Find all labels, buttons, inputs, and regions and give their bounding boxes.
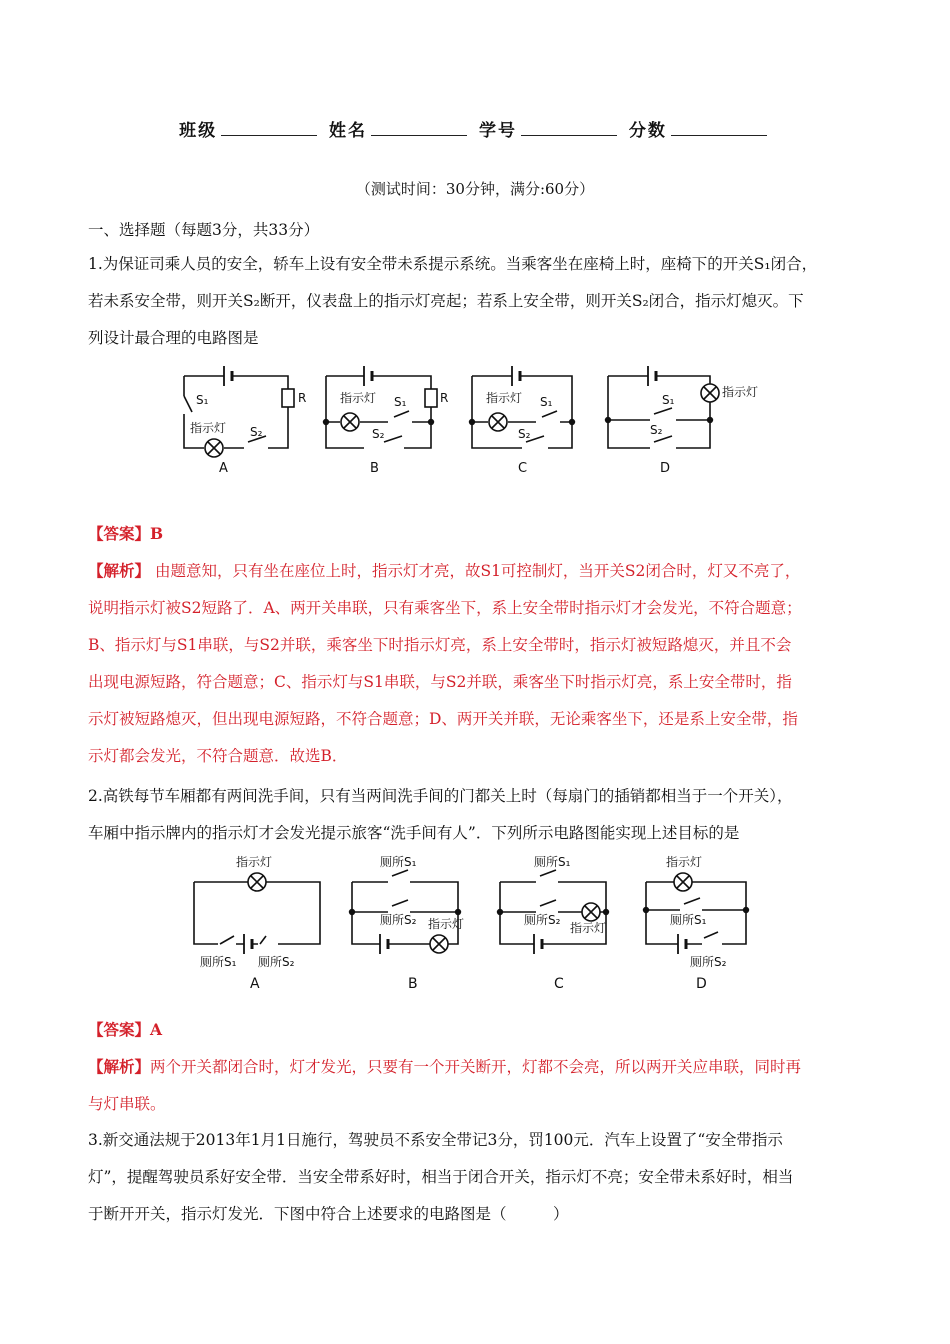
q3-line3: 于断开开关，指示灯发光．下图中符合上述要求的电路图是（ ） — [88, 1205, 569, 1223]
q1-analysis-line: 示灯都会发光，不符合题意．故选B． — [88, 747, 348, 765]
q1-a-r: R — [298, 391, 307, 405]
q2-b-ws2: 厕所S₂ — [380, 913, 417, 927]
q1-line2: 若未系安全带，则开关S₂断开，仪表盘上的指示灯亮起；若系上安全带，则开关S₂闭合，指示灯熄灭。下 — [88, 292, 804, 310]
q1-a-lamp: 指示灯 — [190, 421, 227, 435]
q1-analysis-line: 由题意知，只有坐在座位上时，指示灯才亮，故S1可控制灯，当开关S2闭合时，灯又不亮了， — [150, 562, 801, 580]
q2-a-lamp: 指示灯 — [236, 855, 273, 869]
q1-option-d: D — [660, 461, 671, 476]
score-blank[interactable] — [671, 121, 767, 136]
q1-answer-tag: 【答案】 — [88, 524, 151, 543]
q1-answer — [88, 515, 868, 552]
q1-b-s1: S₁ — [394, 395, 407, 409]
q2-analysis-tag: 【解析】 — [88, 1057, 151, 1076]
q2-c-ws1: 厕所S₁ — [534, 855, 571, 869]
q1-analysis-line: 说明指示灯被S2短路了．A、两开关串联，只有乘客坐下，系上安全带时指示灯才会发光，不符合题意； — [88, 599, 802, 617]
q1-c-s2: S₂ — [518, 427, 531, 441]
q1-option-b: B — [370, 461, 379, 476]
q1-b-lamp: 指示灯 — [340, 391, 377, 405]
q3-line2: 灯”，提醒驾驶员系好安全带．当安全带系好时，相当于闭合开关，指示灯不亮；安全带未系好时，相当 — [88, 1168, 794, 1186]
section-title: 一、选择题（每题3分，共33分） — [88, 221, 320, 239]
score-label: 分数 — [628, 121, 667, 141]
student-info-header — [0, 116, 950, 141]
test-note: （测试时间：30分钟，满分:60分） — [355, 180, 595, 198]
q2-d-lamp: 指示灯 — [666, 855, 703, 869]
q1-d-lamp: 指示灯 — [722, 385, 759, 399]
q2-option-b: B — [408, 976, 418, 992]
q1-analysis-tag: 【解析】 — [88, 561, 151, 580]
id-blank[interactable] — [521, 121, 617, 136]
q2-answer-value: A — [150, 1020, 163, 1039]
q2-option-d: D — [696, 976, 707, 992]
question-3 — [88, 1122, 868, 1233]
q1-b-s2: S₂ — [372, 427, 385, 441]
q2-a-ws1: 厕所S₁ — [200, 955, 237, 969]
class-label: 班级 — [179, 121, 218, 141]
q1-line3: 列设计最合理的电路图是 — [88, 329, 259, 347]
q2-line2: 车厢中指示牌内的指示灯才会发光提示旅客“洗手间有人”．下列所示电路图能实现上述目标的是 — [88, 824, 740, 842]
id-label: 学号 — [478, 121, 517, 141]
q1-circuit-a — [184, 366, 294, 457]
q2-circuit-a — [194, 873, 320, 954]
q1-d-s2: S₂ — [650, 423, 663, 437]
q2-d-ws2: 厕所S₂ — [690, 955, 727, 969]
q1-a-s2: S₂ — [250, 425, 263, 439]
q3-line1: 3.新交通法规于2013年1月1日施行，驾驶员不系安全带记3分，罚100元．汽车上设置了“安全带指示 — [88, 1131, 783, 1149]
q2-c-ws2: 厕所S₂ — [524, 913, 561, 927]
name-blank[interactable] — [371, 121, 467, 136]
q2-d-ws1: 厕所S₁ — [670, 913, 707, 927]
q2-circuit-figure — [186, 848, 776, 996]
class-blank[interactable] — [221, 121, 317, 136]
q2-line1: 2.高铁每节车厢都有两间洗手间，只有当两间洗手间的门都关上时（每扇门的插销都相当于一个开关）， — [88, 787, 793, 805]
q1-c-s1: S₁ — [540, 395, 553, 409]
q1-a-s1: S₁ — [196, 393, 209, 407]
name-label: 姓名 — [329, 121, 368, 141]
q2-c-lamp: 指示灯 — [570, 921, 607, 935]
q2-analysis-line: 两个开关都闭合时，灯才发光，只要有一个开关断开，灯都不会亮，所以两开关应串联，同时再 — [150, 1058, 802, 1076]
q2-b-ws1: 厕所S₁ — [380, 855, 417, 869]
q1-c-lamp: 指示灯 — [486, 391, 523, 405]
q1-circuit-figure — [176, 362, 776, 480]
q1-analysis-line: B、指示灯与S1串联，与S2并联，乘客坐下时指示灯亮，系上安全带时，指示灯被短路熄灭，并且不会 — [88, 636, 792, 654]
q2-analysis — [88, 1048, 868, 1123]
q1-d-s1: S₁ — [662, 393, 675, 407]
q1-b-r: R — [440, 391, 449, 405]
q2-option-c: C — [554, 976, 564, 992]
q2-b-lamp: 指示灯 — [428, 917, 465, 931]
q1-option-a: A — [219, 461, 228, 476]
q2-circuit-c — [498, 870, 609, 954]
q2-analysis-line: 与灯串联。 — [88, 1095, 166, 1113]
q2-option-a: A — [250, 976, 260, 992]
question-2 — [88, 778, 868, 852]
q1-line1: 1.为保证司乘人员的安全，轿车上设有安全带未系提示系统。当乘客坐在座椅上时，座椅下的开关S₁闭合， — [88, 255, 818, 273]
question-1 — [88, 246, 868, 357]
q1-analysis-line: 出现电源短路，符合题意；C、指示灯与S1串联，与S2并联，乘客坐下时指示灯亮，系上安全带时，指 — [88, 673, 792, 691]
q1-option-c: C — [518, 461, 528, 476]
q2-a-ws2: 厕所S₂ — [258, 955, 295, 969]
q1-answer-value: B — [150, 524, 164, 543]
q1-analysis — [88, 552, 868, 775]
q2-answer-tag: 【答案】 — [88, 1020, 151, 1039]
q2-answer — [88, 1011, 868, 1048]
q2-circuit-b — [350, 870, 461, 954]
q1-analysis-line: 示灯被短路熄灭，但出现电源短路，不符合题意；D、两开关并联，无论乘客坐下，还是系上安全带，指 — [88, 710, 798, 728]
